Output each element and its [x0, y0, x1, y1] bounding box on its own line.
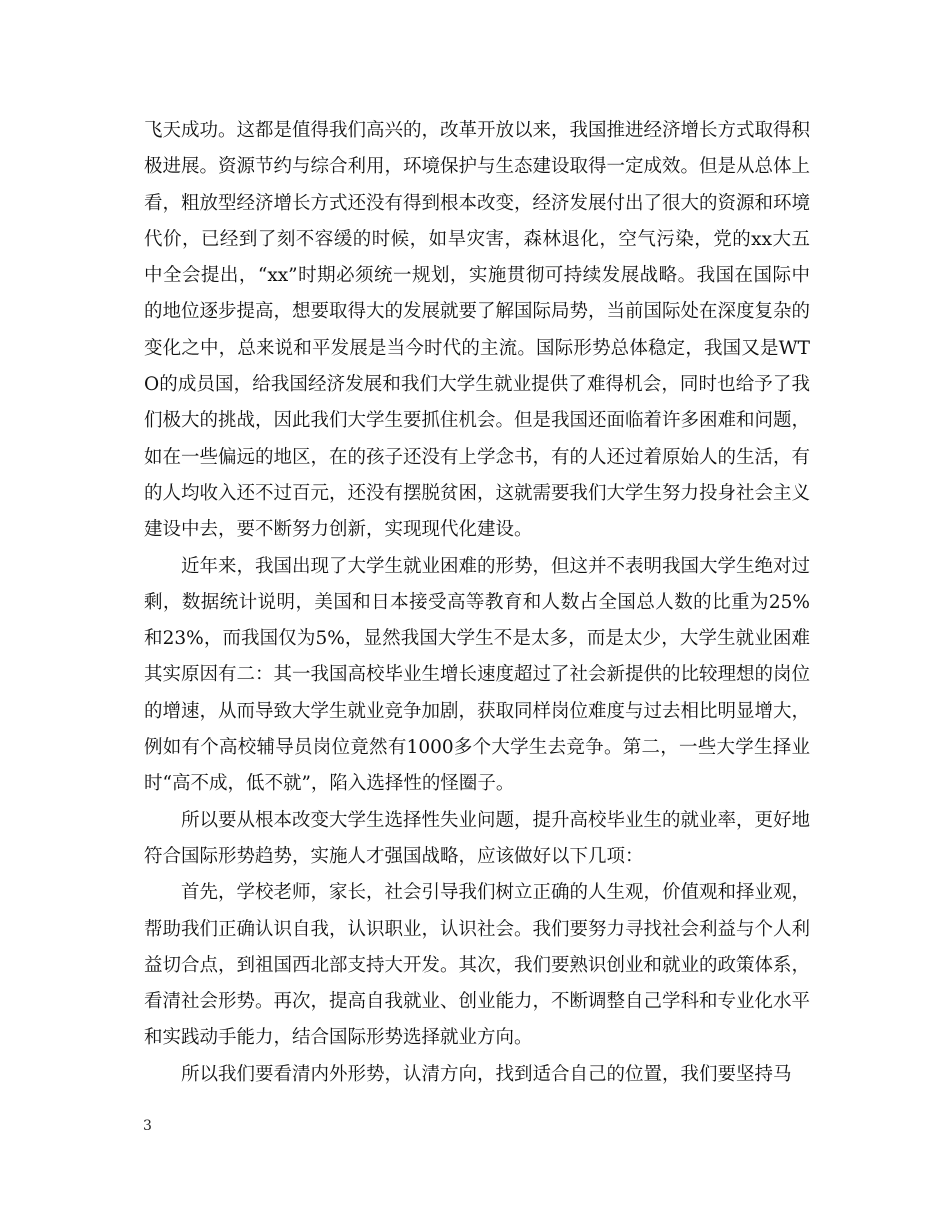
paragraph-solution-intro: 所以要从根本改变大学生选择性失业问题，提升高校毕业生的就业率，更好地符合国际形势趋势，实施人才强国战略，应该做好以下几项： [144, 809, 811, 867]
paragraph-conclusion: 所以我们要看清内外形势，认清方向，找到适合自己的位置，我们要坚持马 [181, 1063, 792, 1085]
paragraph-employment-situation: 近年来，我国出现了大学生就业困难的形势，但这并不表明我国大学生绝对过剩，数据统计说明，美国和日本接受高等教育和人数占全国总人数的比重为25%和23%，而我国仅为5%，显然我国大学生不是太多，而是太少，大学生就业困难其实原因有二：其一我国高校毕业生增长速度超过了社会新提供的比较理想的岗位的增速，从而导致大学生就业竞争加剧，获取同样岗位难度与过去相比明显增大，例如有个高校辅导员岗位竟然有1000多个大学生去竞争。第二，一些大学生择业时“高不成，低不就”，陷入选择性的怪圈子。 [144, 555, 811, 795]
paragraph-continuation: 飞天成功。这都是值得我们高兴的，改革开放以来，我国推进经济增长方式取得积极进展。资源节约与综合利用，环境保护与生态建设取得一定成效。但是从总体上看，粗放型经济增长方式还没有得到根本改变，经济发展付出了很大的资源和环境代价，已经到了刻不容缓的时候，如旱灾害，森林退化，空气污染，党的xx大五中全会提出，“xx”时期必须统一规划，实施贯彻可持续发展战略。我国在国际中的地位逐步提高，想要取得大的发展就要了解国际局势，当前国际处在深度复杂的变化之中，总来说和平发展是当今时代的主流。国际形势总体稳定，我国又是WTO的成员国，给我国经济发展和我们大学生就业提供了难得机会，同时也给予了我们极大的挑战，因此我们大学生要抓住机会。但是我国还面临着许多困难和问题，如在一些偏远的地区，在的孩子还没有上学念书，有的人还过着原始人的生活，有的人均收入还不过百元，还没有摆脱贫困，这就需要我们大学生努力投身社会主义建设中去，要不断努力创新，实现现代化建设。 [144, 120, 811, 541]
paragraph-measures: 首先，学校老师，家长，社会引导我们树立正确的人生观，价值观和择业观，帮助我们正确认识自我，认识职业，认识社会。我们要努力寻找社会利益与个人利益切合点，到祖国西北部支持大开发。其次，我们要熟识创业和就业的政策体系，看清社会形势。再次，提高自我就业、创业能力，不断调整自己学科和专业化水平和实践动手能力，结合国际形势选择就业方向。 [144, 882, 811, 1049]
page-number: 3 [143, 1118, 152, 1134]
body-text [144, 113, 810, 1093]
